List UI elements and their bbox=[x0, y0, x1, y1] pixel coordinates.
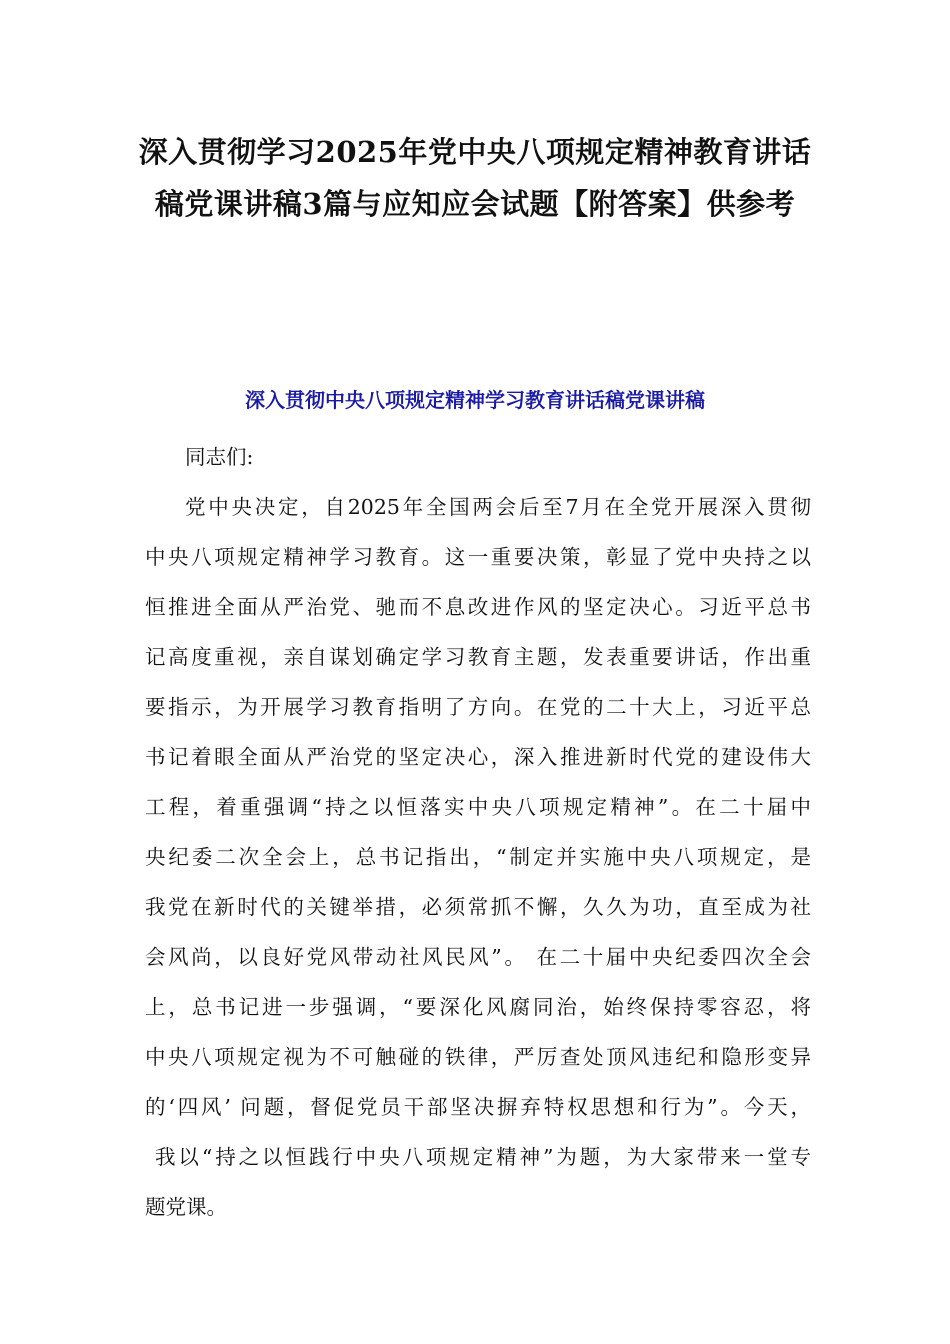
paragraph-line: 上，总书记进一步强调，“要深化风腐同治，始终保持零容忍，将 bbox=[145, 995, 811, 1019]
paragraph-line: 会风尚，以良好党风带动社风民风”。 在二十届中央纪委四次全会 bbox=[145, 945, 811, 969]
paragraph-line: 的‘四风’ 问题，督促党员干部坚决摒弃特权思想和行为”。今天， bbox=[145, 1095, 811, 1119]
paragraph-line: 要指示，为开展学习教育指明了方向。在党的二十大上，习近平总 bbox=[145, 695, 811, 719]
document-title bbox=[120, 126, 830, 230]
paragraph-line: 中央八项规定视为不可触碰的铁律，严厉查处顶风违纪和隐形变异 bbox=[145, 1045, 811, 1069]
salutation: 同志们: bbox=[185, 445, 254, 469]
paragraph-line: 记高度重视，亲自谋划确定学习教育主题，发表重要讲话，作出重 bbox=[145, 645, 811, 669]
paragraph-line: 我以“持之以恒践行中央八项规定精神”为题，为大家带来一堂专 bbox=[155, 1145, 811, 1169]
paragraph-line: 我党在新时代的关键举措，必须常抓不懈，久久为功，直至成为社 bbox=[145, 895, 811, 919]
body-text bbox=[145, 432, 811, 1232]
title-line-1: 深入贯彻学习2025年党中央八项规定精神教育讲话 bbox=[138, 135, 812, 169]
paragraph-line: 题党课。 bbox=[145, 1195, 227, 1219]
paragraph-line: 工程，着重强调“持之以恒落实中央八项规定精神”。在二十届中 bbox=[145, 795, 811, 819]
title-line-2: 稿党课讲稿3篇与应知应会试题【附答案】供参考 bbox=[154, 187, 796, 221]
paragraph-line: 央纪委二次全会上，总书记指出，“制定并实施中央八项规定，是 bbox=[145, 845, 811, 869]
paragraph-line: 中央八项规定精神学习教育。这一重要决策，彰显了党中央持之以 bbox=[145, 545, 811, 569]
paragraph-line: 书记着眼全面从严治党的坚定决心，深入推进新时代党的建设伟大 bbox=[145, 745, 811, 769]
section-heading: 深入贯彻中央八项规定精神学习教育讲话稿党课讲稿 bbox=[245, 388, 705, 412]
paragraph-line: 党中央决定，自2025年全国两会后至7月在全党开展深入贯彻 bbox=[185, 495, 811, 519]
paragraph-line: 恒推进全面从严治党、驰而不息改进作风的坚定决心。习近平总书 bbox=[145, 595, 811, 619]
